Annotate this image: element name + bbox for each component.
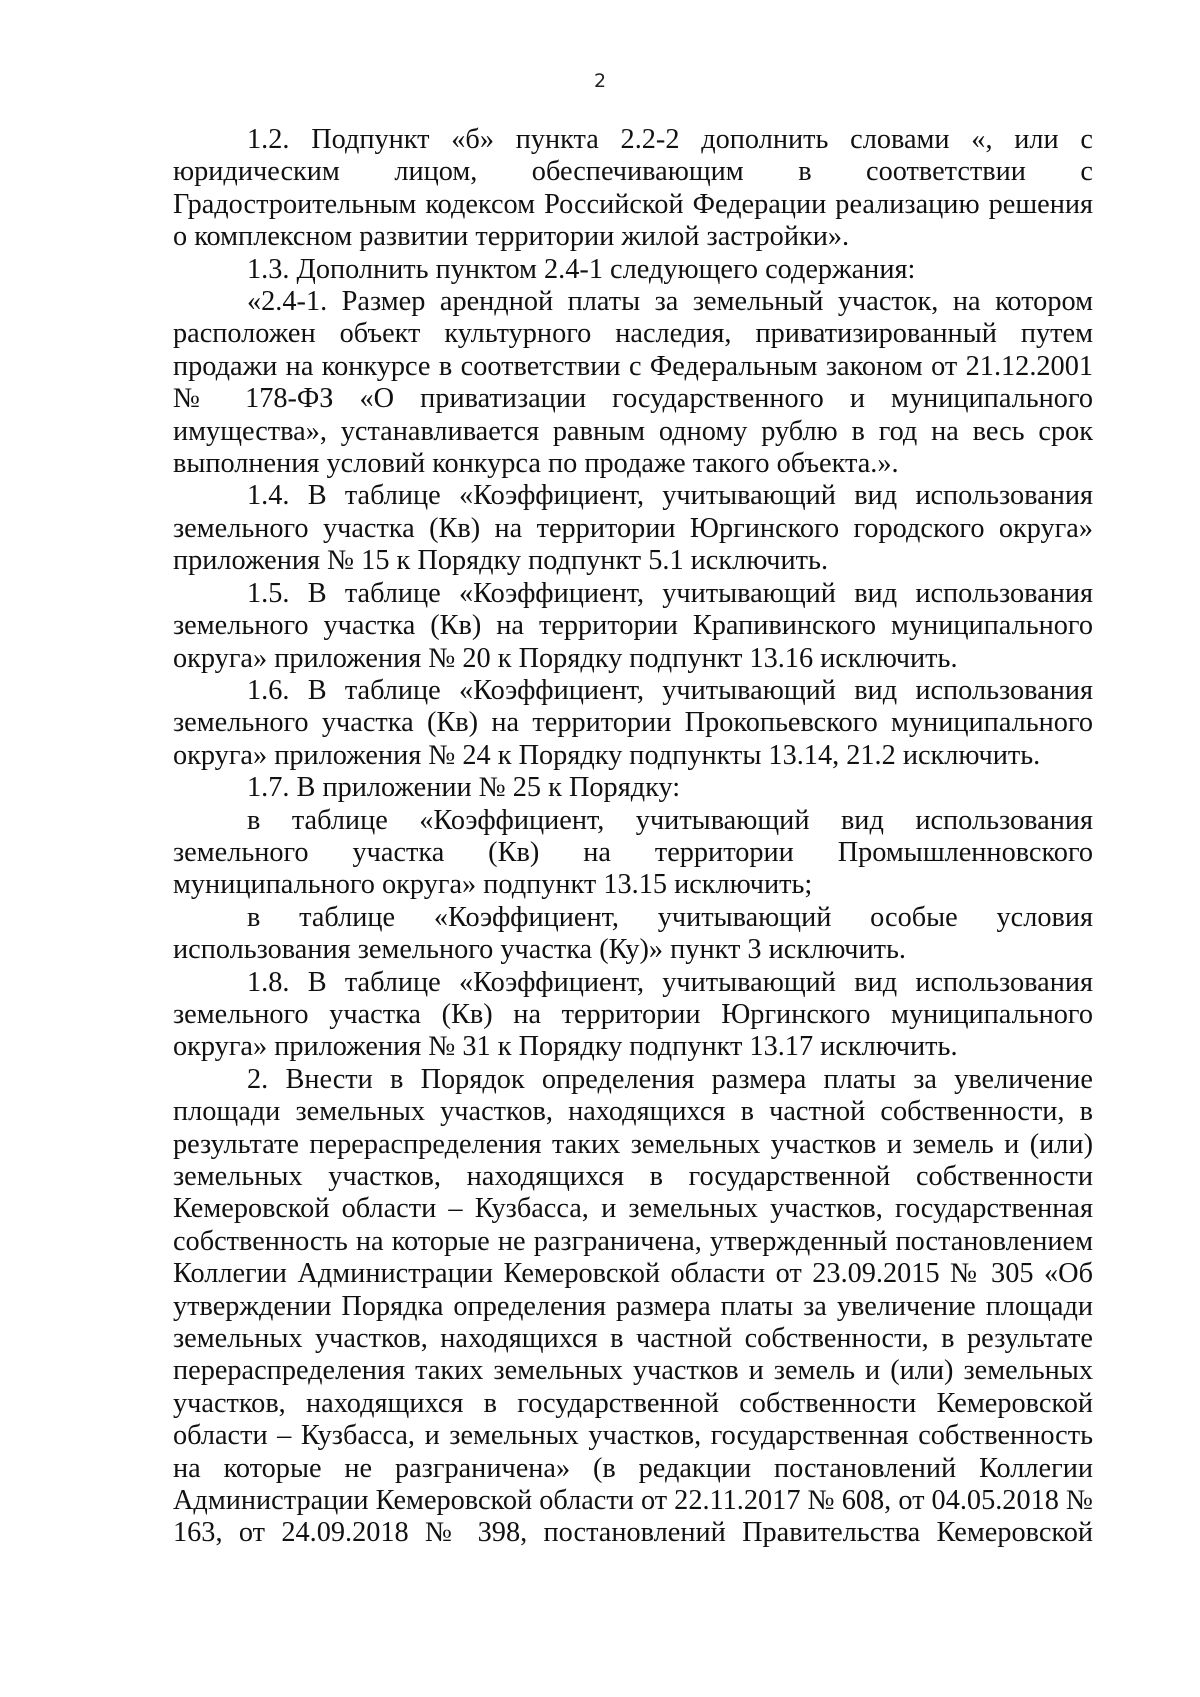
page-number: 2 bbox=[593, 70, 607, 92]
paragraph-1-8: 1.8. В таблице «Коэффициент, учитывающий вид использования земельного участка (Кв) на территории Юргинского муниципального округа» приложения № 31 к Порядку подпункт 13.17 исключить. bbox=[173, 966, 1093, 1063]
paragraph-1-2: 1.2. Подпункт «б» пункта 2.2-2 дополнить словами «, или с юридическим лицом, обеспечивающим в соответствии с Градостроительным кодексом Российской Федерации реализацию решения о комплексном развитии территории жилой застройки». bbox=[173, 124, 1093, 253]
paragraph-1-7-item-1: в таблице «Коэффициент, учитывающий вид использования земельного участка (Кв) на территории Промышленновского муниципального округа» подпункт 13.15 исключить; bbox=[173, 804, 1093, 901]
paragraph-1-7-item-2: в таблице «Коэффициент, учитывающий особые условия использования земельного участка (Ку)» пункт 3 исключить. bbox=[173, 901, 1093, 966]
document-body bbox=[173, 124, 1093, 1550]
paragraph-1-6: 1.6. В таблице «Коэффициент, учитывающий вид использования земельного участка (Кв) на территории Прокопьевского муниципального округа» приложения № 24 к Порядку подпункты 13.14, 21.2 исключить. bbox=[173, 674, 1093, 771]
paragraph-2-4-1-quote: «2.4-1. Размер арендной платы за земельный участок, на котором расположен объект культурного наследия, приватизированный путем продажи на конкурсе в соответствии с Федеральным законом от 21.12.2001 № 178-ФЗ «О приватизации государственного и муниципального имущества», устанавливается равным одному рублю в год на весь срок выполнения условий конкурса по продаже такого объекта.». bbox=[173, 286, 1093, 480]
paragraph-1-3: 1.3. Дополнить пунктом 2.4-1 следующего содержания: bbox=[247, 253, 916, 285]
paragraph-1-4: 1.4. В таблице «Коэффициент, учитывающий вид использования земельного участка (Кв) на территории Юргинского городского округа» приложения № 15 к Порядку подпункт 5.1 исключить. bbox=[173, 480, 1093, 577]
paragraph-2: 2. Внести в Порядок определения размера платы за увеличение площади земельных участков, находящихся в частной собственности, в результате перераспределения таких земельных участков и земель и (или) земельных участков, находящихся в государственной собственности Кемеровской области – Кузбасса, и земельных участков, государственная собственность на которые не разграничена, утвержденный постановлением Коллегии Администрации Кемеровской области от 23.09.2015 № 305 «Об утверждении Порядка определения размера платы за увеличение площади земельных участков, находящихся в частной собственности, в результате перераспределения таких земельных участков и земель и (или) земельных участков, находящихся в государственной собственности Кемеровской области – Кузбасса, и земельных участков, государственная собственность на которые не разграничена» (в редакции постановлений Коллегии Администрации Кемеровской области от 22.11.2017 № 608, от 04.05.2018 № 163, от 24.09.2018 № 398, постановлений Правительства Кемеровской bbox=[173, 1063, 1093, 1549]
paragraph-1-5: 1.5. В таблице «Коэффициент, учитывающий вид использования земельного участка (Кв) на территории Крапивинского муниципального округа» приложения № 20 к Порядку подпункт 13.16 исключить. bbox=[173, 577, 1093, 674]
paragraph-1-7: 1.7. В приложении № 25 к Порядку: bbox=[247, 772, 681, 804]
